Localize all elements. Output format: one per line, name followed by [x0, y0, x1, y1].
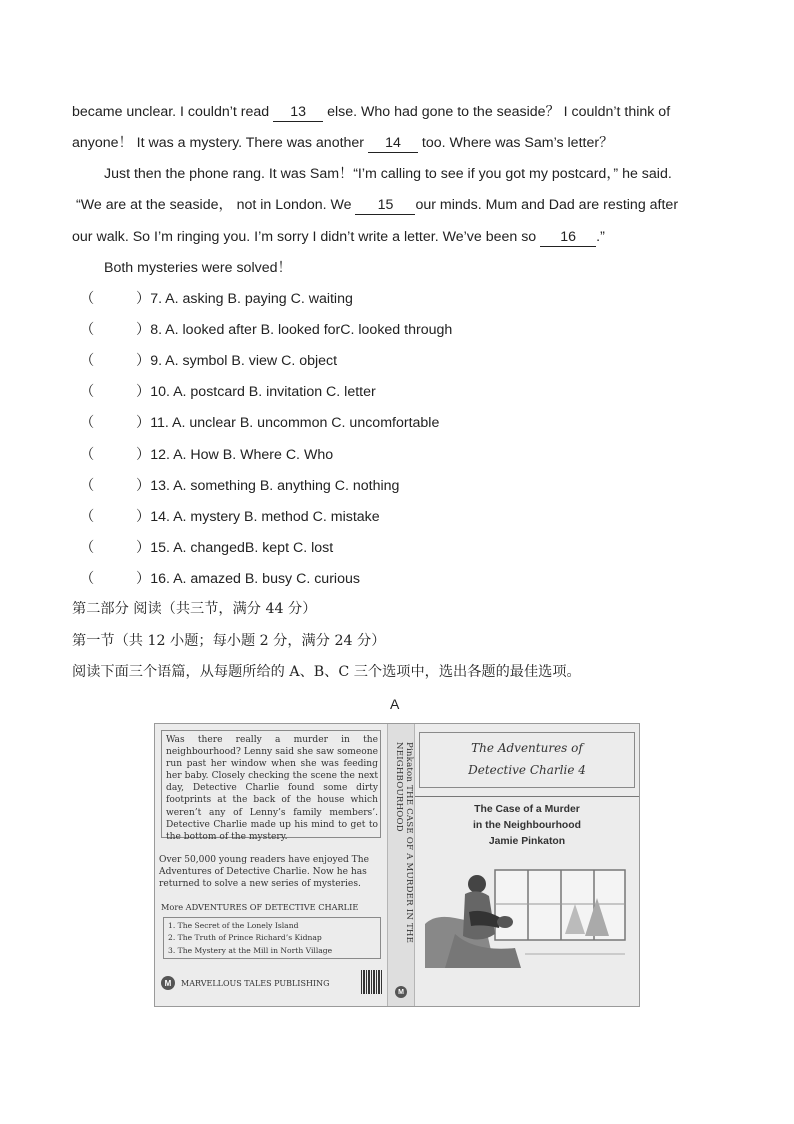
option-text: ）10. A. postcard B. invitation C. letter	[136, 384, 376, 400]
option-row	[80, 321, 452, 339]
passage-text: “We are at the seaside， not in London. We	[76, 197, 356, 213]
passage-line	[76, 196, 678, 215]
series-title: The Adventures of	[471, 741, 583, 755]
option-text: ）7. A. asking B. paying C. waiting	[136, 291, 353, 307]
answer-paren[interactable]: （	[80, 447, 95, 463]
passage-line	[72, 103, 670, 122]
answer-paren[interactable]: （	[80, 291, 95, 307]
publisher	[161, 976, 329, 990]
instruction: 阅读下面三个语篇，从每题所给的 A、B、C 三个选项中，选出各题的最佳选项。	[72, 664, 581, 680]
book-cover-image	[154, 723, 640, 1007]
book-title	[415, 802, 639, 850]
list-item: 3. The Mystery at the Mill in North Village	[168, 945, 333, 955]
blank-13: 13	[273, 103, 323, 122]
cover-illustration	[425, 864, 631, 968]
front-cover	[415, 724, 639, 1006]
option-text: ）12. A. How B. Where C. Who	[136, 447, 334, 463]
option-text: ）8. A. looked after B. looked forC. looked through	[136, 322, 453, 338]
answer-paren[interactable]: （	[80, 478, 95, 494]
answer-paren[interactable]: （	[80, 353, 95, 369]
option-text: ）11. A. unclear B. uncommon C. uncomfortable	[136, 415, 440, 431]
answer-paren[interactable]: （	[80, 384, 95, 400]
back-cover	[155, 724, 387, 1006]
passage-text: became unclear. I couldn’t read	[72, 104, 274, 120]
book-title-line: The Case of a Murder	[474, 804, 580, 815]
series-number: Detective Charlie 4	[468, 763, 586, 777]
option-row	[80, 414, 439, 432]
section-subheading: 第一节（共 12 小题；每小题 2 分，满分 24 分）	[72, 633, 386, 649]
blank-14: 14	[368, 134, 418, 153]
option-row	[80, 508, 380, 526]
answer-paren[interactable]: （	[80, 509, 95, 525]
blurb-box	[161, 730, 381, 842]
option-row	[80, 446, 333, 464]
option-row	[80, 539, 333, 557]
list-item: 1. The Secret of the Lonely Island	[168, 921, 299, 930]
passage-text: .”	[596, 229, 605, 245]
book-spine	[387, 724, 415, 1006]
publisher-logo-icon: M	[161, 976, 175, 990]
promo-text: Over 50,000 young readers have enjoyed The Adventures of Detective Charlie. Now he has returned to solve a new series of mysteries.	[159, 855, 369, 890]
series-title-box	[419, 732, 635, 788]
book-author: Jamie Pinkaton	[488, 836, 566, 847]
passage-text: anyone！ It was a mystery. There was another	[72, 135, 368, 151]
option-text: ）14. A. mystery B. method C. mistake	[136, 509, 380, 525]
spine-text: Pinkaton THE CASE OF A MURDER IN THE NEIGHBOURHOOD	[394, 742, 414, 944]
option-text: ）15. A. changedB. kept C. lost	[136, 540, 334, 556]
more-list	[163, 917, 381, 959]
option-row	[80, 570, 360, 588]
option-text: ）13. A. something B. anything C. nothing	[136, 478, 400, 494]
passage-text: our walk. So I’m ringing you. I’m sorry I didn’t write a letter. We’ve been so	[72, 229, 541, 245]
list-item: 2. The Truth of Prince Richard’s Kidnap	[168, 933, 322, 943]
option-row	[80, 290, 353, 308]
option-text: ）16. A. amazed B. busy C. curious	[136, 571, 360, 587]
passage-label: A	[390, 696, 400, 712]
section-heading: 第二部分 阅读（共三节，满分 44 分）	[72, 601, 317, 617]
passage-text: else. Who had gone to the seaside？ I couldn’t think of	[323, 104, 671, 120]
option-row	[80, 383, 376, 401]
option-row	[80, 352, 337, 370]
book-title-line: in the Neighbourhood	[473, 820, 581, 831]
blank-16: 16	[540, 228, 596, 247]
passage-line: Both mysteries were solved！	[104, 260, 292, 276]
answer-paren[interactable]: （	[80, 540, 95, 556]
passage-line	[72, 228, 605, 247]
barcode-icon	[361, 970, 383, 994]
blurb-text: Was there really a murder in the neighbourhood? Lenny said she saw someone run past her window when she was feeding her baby. Closely checking the scene the next day, Detective Charlie found some dirty footprints at the back of the house which weren’t any of Lenny’s family members’. Detective Charlie made up his mind to get to the bottom of the mystery.	[166, 735, 378, 842]
passage-line	[72, 134, 613, 153]
answer-paren[interactable]: （	[80, 322, 95, 338]
passage-line: Just then the phone rang. It was Sam！“I’m calling to see if you got my postcard，” he said.	[104, 166, 672, 182]
more-heading: More ADVENTURES OF DETECTIVE CHARLIE	[161, 902, 359, 912]
blank-15: 15	[355, 196, 415, 215]
option-row	[80, 477, 399, 495]
passage-text: too. Where was Sam’s letter？	[417, 135, 614, 151]
divider	[415, 796, 639, 797]
option-text: ）9. A. symbol B. view C. object	[136, 353, 338, 369]
answer-paren[interactable]: （	[80, 571, 95, 587]
publisher-name: MARVELLOUS TALES PUBLISHING	[181, 978, 330, 988]
spine-logo-icon: M	[395, 986, 407, 998]
passage-text: our minds. Mum and Dad are resting after	[415, 197, 679, 213]
answer-paren[interactable]: （	[80, 415, 95, 431]
